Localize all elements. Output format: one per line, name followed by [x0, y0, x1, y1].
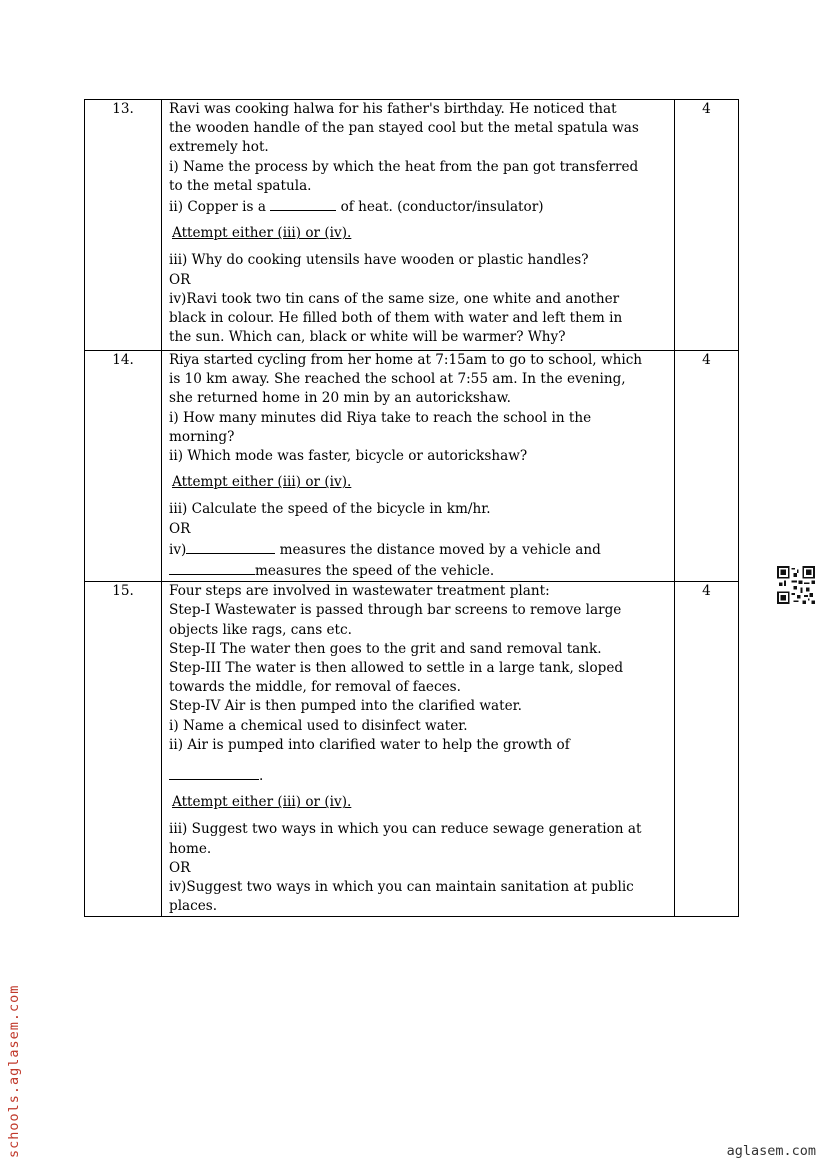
- text-line: iii) Suggest two ways in which you can reduce sewage generation at: [169, 821, 642, 838]
- or-separator: OR: [169, 859, 191, 876]
- text-line: iii) Why do cooking utensils have wooden or plastic handles?: [169, 252, 589, 269]
- text-line: places.: [169, 898, 218, 915]
- question-number: 15.: [85, 582, 162, 917]
- fill-prefix: iv): [169, 541, 187, 558]
- text-line: the sun. Which can, black or white will be warmer? Why?: [169, 329, 566, 346]
- question-row-14: [85, 351, 739, 582]
- text-line: i) How many minutes did Riya take to reach the school in the: [169, 409, 592, 426]
- text-line: i) Name a chemical used to disinfect water.: [169, 717, 468, 734]
- attempt-instruction: Attempt either (iii) or (iv).: [172, 794, 352, 811]
- question-row-13: [85, 100, 739, 351]
- fill-in-line: [169, 560, 670, 581]
- question-marks: 4: [675, 582, 739, 917]
- text-line: Ravi was cooking halwa for his father's birthday. He noticed that: [169, 101, 617, 117]
- text-line: extremely hot.: [169, 139, 269, 156]
- text-line: black in colour. He filled both of them with water and left them in: [169, 310, 623, 327]
- text-line: Step-III The water is then allowed to settle in a large tank, sloped: [169, 660, 624, 677]
- question-marks: 4: [675, 351, 739, 582]
- answer-blank: [169, 765, 259, 780]
- fill-suffix: of heat. (conductor/insulator): [336, 199, 544, 216]
- or-separator: OR: [169, 520, 191, 537]
- fill-in-line: [169, 196, 670, 217]
- text-line: Riya started cycling from her home at 7:15am to go to school, which: [169, 352, 643, 368]
- qr-code-icon: [777, 566, 815, 604]
- text-line: iii) Calculate the speed of the bicycle in km/hr.: [169, 501, 491, 518]
- text-line: objects like rags, cans etc.: [169, 621, 352, 638]
- text-line: towards the middle, for removal of faeces.: [169, 679, 461, 696]
- or-separator: OR: [169, 271, 191, 288]
- question-row-15: [85, 582, 739, 917]
- answer-blank: [186, 539, 275, 554]
- question-number: 13.: [85, 100, 162, 351]
- question-text: [162, 351, 675, 582]
- attempt-instruction: Attempt either (iii) or (iv).: [172, 225, 352, 242]
- text-line: is 10 km away. She reached the school at 7:55 am. In the evening,: [169, 371, 626, 388]
- side-watermark: schools.aglasem.com: [6, 984, 22, 1158]
- fill-in-line: [169, 765, 670, 786]
- fill-prefix: ii) Copper is a: [169, 199, 271, 216]
- answer-blank: [270, 196, 336, 211]
- question-marks: 4: [675, 100, 739, 351]
- text-line: Four steps are involved in wastewater treatment plant:: [169, 583, 550, 600]
- question-text: [162, 100, 675, 351]
- answer-blank: [169, 560, 255, 575]
- text-line: to the metal spatula.: [169, 177, 312, 194]
- attempt-instruction: Attempt either (iii) or (iv).: [172, 474, 352, 491]
- text-line: iv)Ravi took two tin cans of the same size, one white and another: [169, 290, 620, 307]
- question-text: [162, 582, 675, 917]
- fill-suffix: measures the distance moved by a vehicle and: [275, 541, 601, 558]
- text-line: ii) Which mode was faster, bicycle or autorickshaw?: [169, 448, 528, 465]
- text-line: the wooden handle of the pan stayed cool but the metal spatula was: [169, 120, 639, 137]
- text-line: Step-I Wastewater is passed through bar screens to remove large: [169, 602, 622, 619]
- question-table: [84, 99, 739, 917]
- footer-watermark: aglasem.com: [726, 1143, 816, 1159]
- text-line: ii) Air is pumped into clarified water to help the growth of: [169, 736, 570, 753]
- question-number: 14.: [85, 351, 162, 582]
- fill-suffix: measures the speed of the vehicle.: [255, 563, 495, 580]
- fill-suffix: .: [259, 768, 264, 785]
- text-line: she returned home in 20 min by an autorickshaw.: [169, 390, 511, 407]
- text-line: Step-IV Air is then pumped into the clarified water.: [169, 698, 522, 715]
- text-line: i) Name the process by which the heat from the pan got transferred: [169, 158, 639, 175]
- text-line: iv)Suggest two ways in which you can maintain sanitation at public: [169, 879, 634, 896]
- fill-in-line: [169, 539, 670, 560]
- text-line: home.: [169, 840, 212, 857]
- text-line: Step-II The water then goes to the grit and sand removal tank.: [169, 640, 602, 657]
- text-line: morning?: [169, 428, 235, 445]
